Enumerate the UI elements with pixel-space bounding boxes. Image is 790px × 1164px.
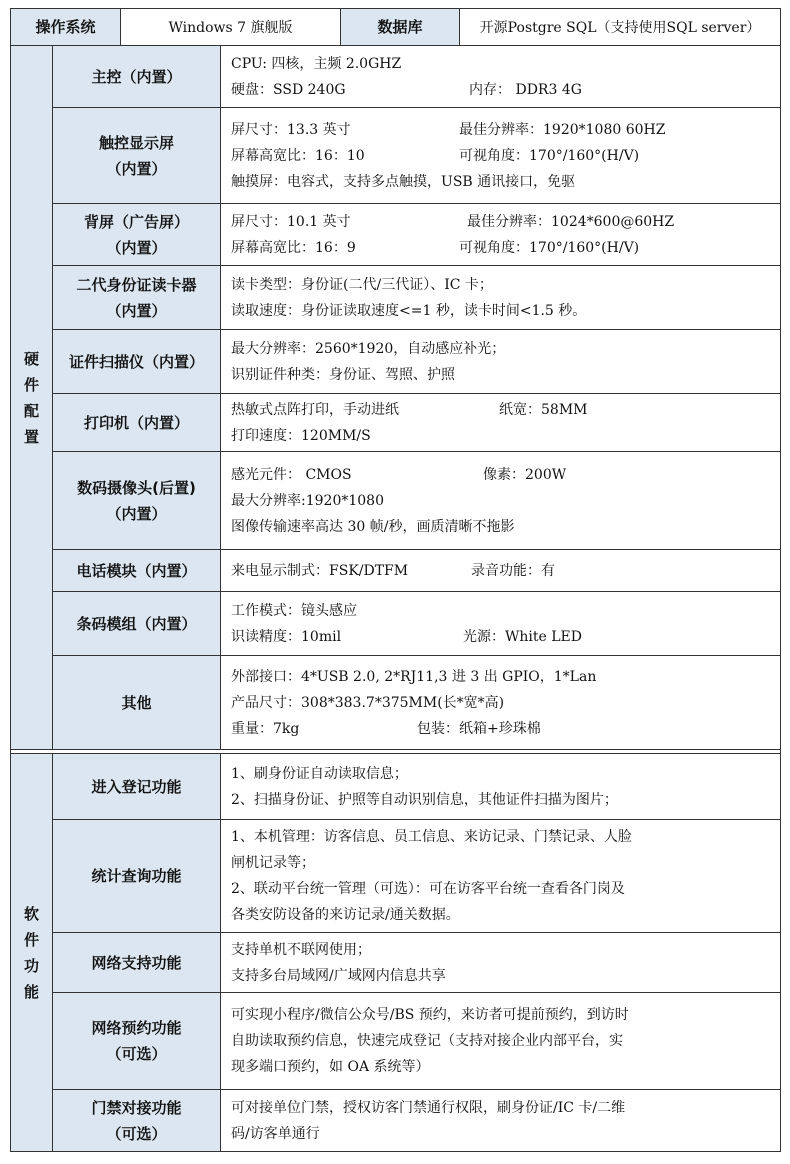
spec-line [231,902,780,928]
spec-value: 来电显示制式：FSK/DTFM [231,562,409,579]
spec-content [221,656,781,750]
spec-line [231,876,780,902]
spec-label [53,204,221,266]
spec-label [53,266,221,330]
spec-label [53,933,221,993]
spec-label [53,452,221,550]
spec-row [11,1090,781,1152]
spec-line [231,514,780,540]
spec-value: 可实现小程序/微信公众号/BS 预约，来访者可提前预约，到访时 [231,1007,629,1023]
spec-table [10,8,781,1152]
spec-label-line: 门禁对接功能 [91,1098,182,1117]
db-label: 数据库 [341,9,460,45]
spec-line [231,1028,780,1054]
spec-row [11,550,781,592]
spec-label [53,394,221,452]
header-row [11,9,781,46]
spec-label-line: 二代身份证读卡器 [76,275,197,294]
spec-label-line: （可选） [106,1124,167,1143]
spec-label [53,820,221,933]
spec-value: 最大分辨率：2560*1920，自动感应补光； [231,340,506,357]
os-value: Windows 7 旗舰版 [121,9,341,46]
spec-content [221,550,781,592]
spec-line [231,963,780,989]
spec-label-line: （内置） [106,238,167,257]
spec-value: 各类安防设备的来访记录/通关数据。 [231,907,460,923]
spec-value: 屏尺寸：10.1 英寸 [231,213,351,230]
spec-label [53,550,221,592]
spec-label-line: 主控（内置） [91,67,182,86]
spec-label-line: （内置） [106,504,167,523]
spec-line [231,462,780,488]
spec-value-right: 最佳分辨率：1920*1080 60HZ [459,121,666,138]
spec-row [11,266,781,330]
spec-line [231,51,780,77]
spec-label [53,754,221,820]
spec-value: 图像传输速率高达 30 帧/秒，画质清晰不拖影 [231,518,515,535]
spec-row [11,330,781,394]
spec-value: 码/访客单通行 [231,1125,320,1142]
spec-line [231,143,780,169]
spec-value: 产品尺寸：308*383.7*375MM(长*宽*高) [231,694,505,711]
spec-line [231,488,780,514]
spec-value: 现多端口预约，如 OA 系统等） [231,1059,430,1075]
spec-label-line: 触控显示屏 [99,133,175,152]
spec-line [231,117,780,143]
spec-value-right: 可视角度：170°/160°(H/V) [459,239,640,256]
spec-line [231,423,780,449]
spec-value: 触摸屏：电容式，支持多点触摸，USB 通讯接口，免驱 [231,173,576,190]
spec-value-right: 内存： DDR3 4G [469,81,582,98]
spec-value: 自助读取预约信息，快速完成登记（支持对接企业内部平台，实 [231,1033,624,1049]
spec-content [221,820,781,933]
spec-value: 工作模式：镜头感应 [231,602,358,619]
spec-value: 最大分辨率:1920*1080 [231,492,384,509]
spec-label-line: 其他 [121,693,152,712]
spec-line [231,1095,780,1121]
spec-value-right: 纸宽：58MM [499,401,588,418]
spec-value: 外部接口：4*USB 2.0, 2*RJ11,3 进 3 出 GPIO，1*Lan [231,668,597,685]
spec-value: 屏幕高宽比：16：9 [231,239,356,256]
spec-value: CPU: 四核，主频 2.0GHZ [231,55,402,72]
spec-row [11,754,781,820]
spec-content [221,1090,781,1152]
spec-row [11,820,781,933]
spec-content [221,754,781,820]
spec-label-line: 打印机（内置） [84,413,190,432]
spec-content [221,592,781,656]
spec-value: 2、扫描身份证、护照等自动识别信息，其他证件扫描为图片； [231,791,618,808]
spec-row [11,452,781,550]
spec-value: 闸机记录等； [231,855,316,871]
spec-value: 硬盘：SSD 240G [231,81,346,98]
category-cell [11,754,53,1152]
spec-content [221,394,781,452]
db-cell [341,9,781,46]
spec-line [231,272,780,298]
spec-value: 1、刷身份证自动读取信息； [231,765,408,782]
spec-label [53,993,221,1090]
spec-line [231,664,780,690]
spec-line [231,362,780,388]
spec-content [221,46,781,108]
spec-line [231,787,780,813]
spec-value: 屏尺寸：13.3 英寸 [231,121,351,138]
spec-row [11,204,781,266]
spec-line [231,558,780,584]
spec-line [231,77,780,103]
spec-label [53,656,221,750]
spec-content [221,993,781,1090]
spec-value: 1、本机管理：访客信息、员工信息、来访记录、门禁记录、人脸 [231,829,632,845]
spec-line [231,235,780,261]
spec-row [11,656,781,750]
spec-value: 可对接单位门禁，授权访客门禁通行权限，刷身份证/IC 卡/二维 [231,1099,626,1116]
spec-value-right: 录音功能：有 [471,562,556,579]
spec-line [231,598,780,624]
spec-value-right: 像素：200W [483,466,567,483]
spec-content [221,266,781,330]
spec-value: 支持多台局域网/广域网内信息共享 [231,967,446,984]
category-label: 硬件配置 [23,349,39,446]
spec-label-line: 背屏（广告屏） [84,212,190,231]
spec-value: 重量：7kg [231,720,300,737]
spec-value: 屏幕高宽比：16：10 [231,147,365,164]
spec-line [231,209,780,235]
spec-label-line: 条码模组（内置） [76,614,197,633]
spec-label-line: 电话模块（内置） [76,561,197,580]
spec-label-line: 网络预约功能 [91,1019,182,1037]
spec-line [231,397,780,423]
category-label: 软件功能 [23,904,39,1001]
spec-row [11,46,781,108]
spec-line [231,1054,780,1080]
spec-value: 读取速度：身份证读取速度<=1 秒，读卡时间<1.5 秒。 [231,302,587,319]
spec-label [53,330,221,394]
spec-label-line: （内置） [106,301,167,320]
spec-row [11,108,781,204]
spec-label [53,108,221,204]
spec-content [221,330,781,394]
spec-value-right: 最佳分辨率：1024*600@60HZ [467,213,675,230]
db-value: 开源Postgre SQL（支持使用SQL server） [479,20,761,36]
spec-label-line: 统计查询功能 [91,867,182,885]
spec-label-line: （内置） [106,159,167,178]
spec-line [231,716,780,742]
spec-value: 热敏式点阵打印，手动进纸 [231,401,400,418]
spec-content [221,452,781,550]
spec-line [231,824,780,850]
os-label: 操作系统 [11,9,121,46]
spec-line [231,690,780,716]
spec-label-line: 证件扫描仪（内置） [69,352,205,371]
spec-line [231,850,780,876]
spec-label [53,592,221,656]
category-cell [11,46,53,750]
spec-value: 2、联动平台统一管理（可选）：可在访客平台统一查看各门岗及 [231,881,625,897]
spec-content [221,204,781,266]
spec-line [231,937,780,963]
spec-value: 读卡类型：身份证(二代/三代证）、IC 卡； [231,276,493,293]
spec-row [11,592,781,656]
spec-value: 识别证件种类：身份证、驾照、护照 [231,366,456,383]
spec-line [231,1121,780,1147]
spec-label [53,46,221,108]
spec-value-right: 可视角度：170°/160°(H/V) [459,147,640,164]
spec-line [231,336,780,362]
spec-line [231,761,780,787]
spec-label [53,1090,221,1152]
spec-value: 支持单机不联网使用； [231,941,372,958]
spec-value: 打印速度：120MM/S [231,427,371,444]
spec-content [221,108,781,204]
spec-line [231,169,780,195]
spec-line [231,624,780,650]
spec-label-line: 网络支持功能 [91,953,182,972]
spec-value-right: 光源：White LED [463,628,583,645]
spec-value: 感光元件： CMOS [231,466,352,483]
spec-label-line: 数码摄像头(后置) [77,478,196,497]
spec-line [231,298,780,324]
spec-line [231,1002,780,1028]
spec-label-line: 进入登记功能 [91,777,182,796]
spec-label-line: （可选） [106,1045,167,1063]
spec-row [11,993,781,1090]
spec-value: 识读精度：10mil [231,628,342,645]
spec-content [221,933,781,993]
spec-value-right: 包装：纸箱+珍珠棉 [417,720,541,737]
spec-row [11,394,781,452]
spec-row [11,933,781,993]
